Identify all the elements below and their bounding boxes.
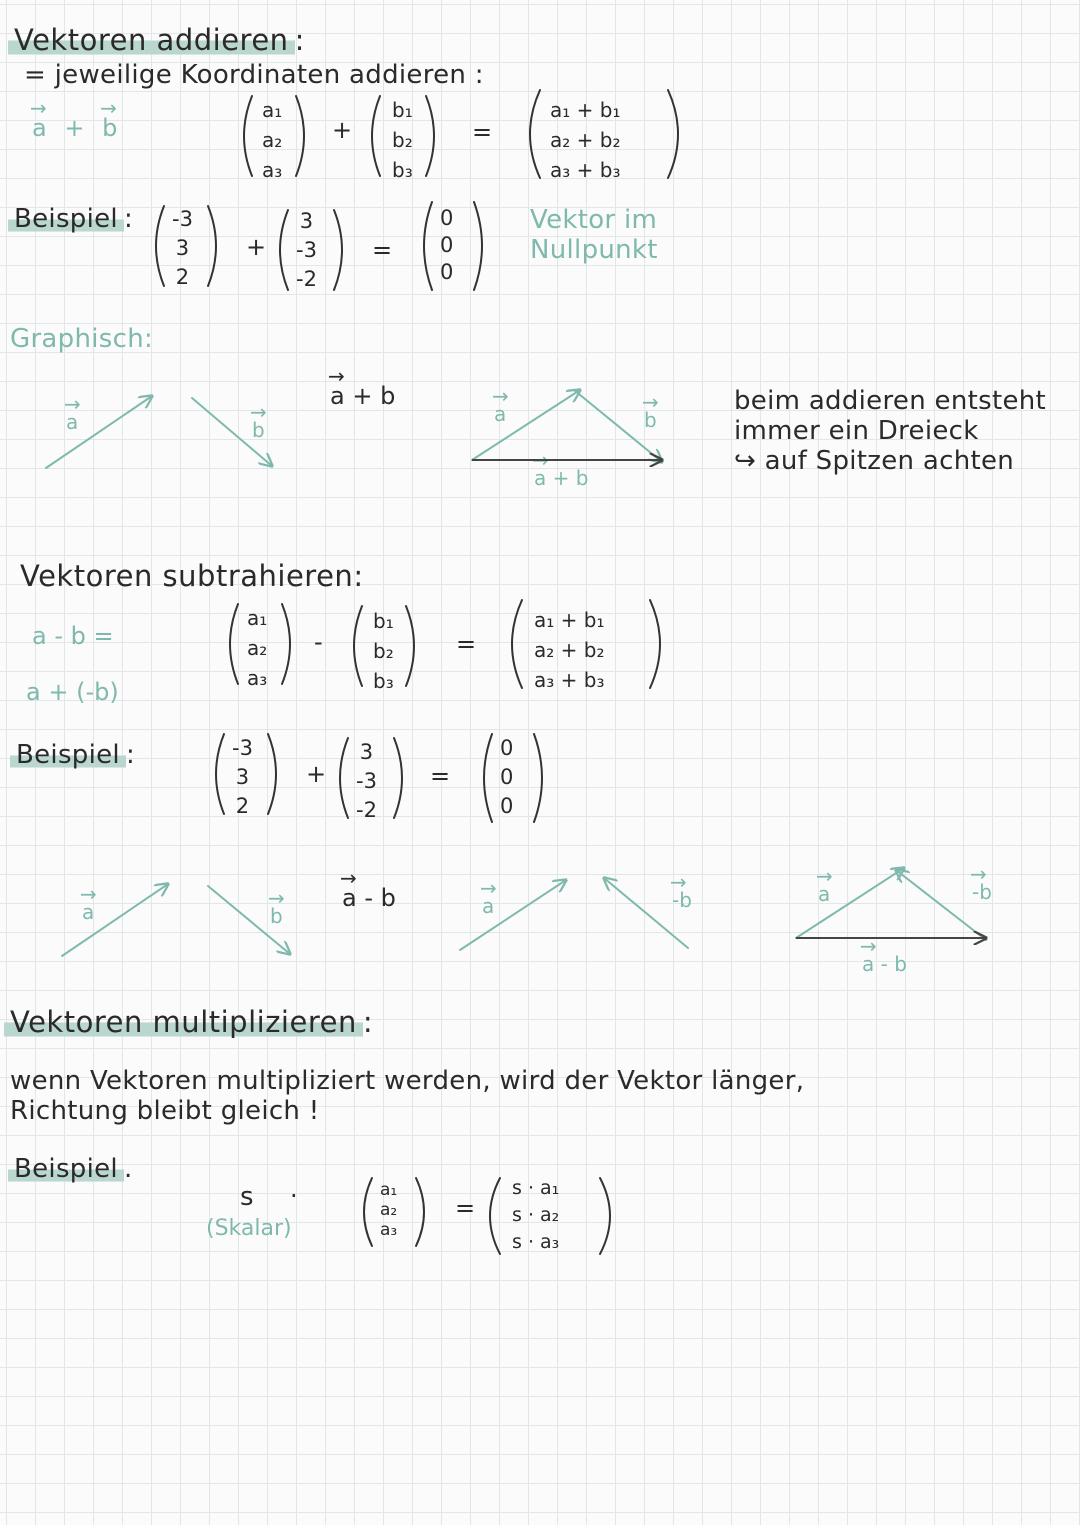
sub-vec-negb-arrow: [604, 878, 688, 948]
mul-heading: Vektoren multiplizieren :: [4, 1008, 373, 1037]
sub-tri-a-arrow: [796, 868, 904, 938]
sub-graph-a-label: → a: [82, 902, 94, 922]
mul-scalar: s: [240, 1182, 254, 1212]
bracket: [244, 96, 252, 176]
sub-op: -: [314, 628, 323, 656]
bracket: [416, 1178, 424, 1246]
sub-vec-a2-arrow: [460, 880, 566, 950]
bracket: [354, 606, 362, 686]
add-tri-a-label: → a: [494, 404, 506, 424]
add-ex-eq: =: [372, 236, 393, 264]
sub-vec-b-arrow: [208, 886, 290, 954]
add-tri-sum-label: → a + b: [534, 468, 588, 488]
add-vec-a-arrow: [46, 396, 152, 468]
add-col-b: b₁ b₂ b₃: [392, 98, 413, 182]
sub-tri-diff-label: → a - b: [862, 954, 907, 974]
sub-graph-negb-label: → -b: [672, 890, 692, 910]
mul-col-a: a₁ a₂ a₃: [380, 1180, 398, 1240]
add-col-sum: a₁ + b₁ a₂ + b₂ a₃ + b₃: [550, 98, 621, 182]
add-eq: =: [472, 118, 493, 146]
sub-ex-v2: 3 -3 -2: [356, 740, 377, 822]
bracket: [208, 206, 216, 286]
add-note: Vektor im Nullpunkt: [530, 205, 658, 265]
bracket: [484, 734, 492, 822]
add-example-label: Beispiel :: [8, 206, 133, 232]
bracket: [406, 606, 414, 686]
bracket: [668, 90, 678, 178]
mul-scalar-note: (Skalar): [206, 1216, 292, 1241]
sub-lhs2: a + (-b): [26, 678, 119, 706]
add-tri-a-arrow: [472, 390, 580, 460]
bracket: [512, 600, 522, 688]
sub-tri-negb-arrow: [896, 870, 986, 940]
add-op: +: [332, 116, 353, 144]
bracket: [216, 734, 224, 814]
bracket: [490, 1178, 500, 1254]
graph-label: Graphisch:: [10, 324, 154, 354]
sub-heading: Vektoren subtrahieren:: [20, 559, 364, 593]
add-side-note: beim addieren entsteht immer ein Dreieck ↪ auf Spitzen achten: [734, 386, 1047, 476]
sub-ex-res: 0 0 0: [500, 736, 514, 818]
add-ex-v1: -3 3 2: [172, 207, 193, 289]
add-ex-v2: 3 -3 -2: [296, 209, 317, 291]
bracket: [600, 1178, 610, 1254]
sub-col-res: a₁ + b₁ a₂ + b₂ a₃ + b₃: [534, 608, 605, 692]
add-heading: Vektoren addieren :: [8, 26, 305, 55]
bracket: [334, 210, 342, 290]
mul-dot: ·: [290, 1182, 298, 1210]
mul-example-label: Beispiel .: [8, 1156, 133, 1182]
bracket: [530, 90, 540, 178]
sub-col-a: a₁ a₂ a₃: [247, 606, 268, 690]
bracket: [650, 600, 660, 688]
sub-example-label: Beispiel :: [10, 742, 135, 768]
bracket: [156, 206, 164, 286]
add-graph-b-label: → b: [252, 420, 265, 440]
sub-lhs: a - b =: [32, 622, 114, 650]
mul-col-res: s · a₁ s · a₂ s · a₃: [512, 1177, 560, 1253]
sub-graph-a2-label: → a: [482, 896, 494, 916]
bracket: [340, 738, 348, 818]
sub-graph-title: → a - b: [342, 886, 396, 910]
sub-tri-a-label: → a: [818, 884, 830, 904]
add-tri-b-label: → b: [644, 410, 657, 430]
bracket: [230, 604, 238, 684]
sub-vec-a-arrow: [62, 884, 168, 956]
bracket: [372, 96, 380, 176]
sub-ex-op: +: [306, 760, 327, 788]
add-lhs: → a + → b: [32, 116, 117, 140]
bracket: [474, 202, 482, 290]
bracket: [534, 734, 542, 822]
add-ex-op: +: [246, 233, 267, 261]
bracket: [268, 734, 276, 814]
bracket: [426, 96, 434, 176]
bracket: [424, 202, 432, 290]
add-ex-res: 0 0 0: [440, 206, 454, 284]
add-graph-title: → a + b: [330, 384, 395, 408]
sub-graph-b-label: → b: [270, 906, 283, 926]
bracket: [280, 210, 288, 290]
sub-tri-negb-label: → -b: [972, 882, 992, 902]
add-vec-b-arrow: [192, 398, 272, 466]
bracket: [364, 1178, 372, 1246]
bracket: [296, 96, 304, 176]
bracket: [282, 604, 290, 684]
add-graph-a-label: → a: [66, 412, 78, 432]
sub-ex-v1: -3 3 2: [232, 736, 253, 818]
sub-ex-eq: =: [430, 762, 451, 790]
mul-eq: =: [455, 1194, 476, 1222]
bracket: [394, 738, 402, 818]
sub-eq: =: [456, 630, 477, 658]
add-rule: = jeweilige Koordinaten addieren :: [24, 60, 484, 90]
add-tri-b-arrow: [574, 390, 662, 462]
add-col-a: a₁ a₂ a₃: [262, 98, 283, 182]
sub-col-b: b₁ b₂ b₃: [373, 609, 394, 693]
mul-text: wenn Vektoren multipliziert werden, wird der Vektor länger, Richtung bleibt gleich !: [10, 1066, 805, 1126]
